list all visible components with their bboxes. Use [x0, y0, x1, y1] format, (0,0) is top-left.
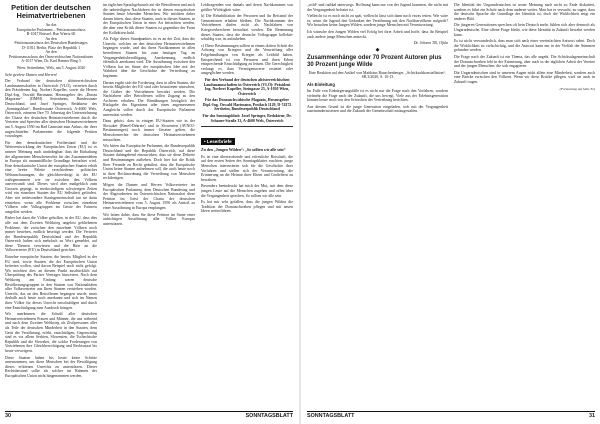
paragraph: Leidtragenden von damals und deren Nachkommen von größter Wichtigkeit wäre.	[201, 3, 293, 12]
letters-section-label: • Leserbriefe	[201, 138, 235, 145]
left-col-1	[5, 3, 97, 410]
address-to-3: An den	[45, 50, 57, 55]
paragraph: Ich wünsche den Jungen Wilden viel Erfolg bei ihrer Arbeit und hoffe, dass ihr Beispiel auch andere junge Menschen ansteckt.	[307, 29, 448, 39]
paragraph: Aus diesem Grund ist die junge Generation eingeladen, sich mit der Vergangenheit auseinanderzusetzen und die Zukunft der Gemeinschaft mitzugestalten.	[307, 104, 448, 114]
paragraph: c) Diese Bestimmungen sollten in einem dritten Schritt die Achtung von Kriegern und die Verurteilung aller Folgehandlungen von Kriegen als Leitbild haben. Entsprechend ist von Personen und ihren Erben entsprechende Entschädigung zu leisten. Die Gerechtigkeit verlangt es, dass Vermögenswerte erstattet oder ausgeglichen werden.	[201, 43, 293, 76]
paragraph: Besonders beeindruckt hat mich der Mut, mit dem diese jungen Leute auf die Menschen zugehen und offen über die Vergangenheit sprechen. So sollten wir alle sein.	[201, 184, 293, 198]
paragraph: Für den demokratischen Fortbestand und die Weiterentwicklung der Europäischen Union (EU) ist es unserer Meinung nach unabdingbar, dass die Einhaltung der allgemeinen Menschenrechte für das Zusammenleben in Europa als unumstößliche Grundlage betrachtet wird. Eine demokratische Union der europäischen Staaten erhält eine breite Palette verschiedener politischer Weltanschauungen, die gleichberechtigt in der EU wahrgenommen wie sie zwischen den Völkern ausverwandt sind. Dieses wird aber maßgeblich zum Grossen geprägt, in merkwürdigem schwierigen Zeiten wird ein einzelner Staaten der EU Selbstheit gefördert. Aber wie insbesondere Staatsgemeinschaft tun sie darin einstehen, wenn alle Probleme zwischen einzelnen Völkern oder Volksgruppen im Geiste der Fairness ausgelöst werden.	[5, 140, 97, 214]
article-title: Zusammenhänge oder 70 Prozent Autoren plus 30 Prozent junge Wilde	[307, 55, 442, 68]
paragraph: Es ist nicht verwunderlich, dass man sich nach einer vereinfachten Antwort sehnt. Doch die Wirklichkeit ist vielschichtig, und die Antwort kann nur in der Vielfalt der Stimmen gefunden werden.	[454, 39, 595, 53]
paragraph: Vielleicht ist es noch nicht zu spät, vielleicht lässt sich dann noch etwas retten. Wie wäre es, wenn die Jugend den Gedanken der Versöhnung mit den Nachbarvölkern aufgreift? Wir brauchen keine Jungen Wilden, sondern junge Menschen mit Verantwortung.	[307, 14, 448, 28]
paragraph: im täglichen Sprachgebrauch auf die Betroffenen und auch die unbeteiligten Nachfahren der in diesen europäischen Staaten heute lebenden Menschen. Wir möchten daher darum bitten, dass diese Staaten, auch in diesen Staaten, in der Europäischen Union in einer Art betrachten werden, die aber eine Kritik dieser Staaten ist gegenüber der Form der Kollektivschuld.	[103, 3, 195, 35]
petition-headline: Petition der deutschen Heimatvertriebenen	[11, 3, 91, 21]
left-col-3	[201, 3, 293, 410]
letter-signature: Dr. Johann Till, Ofala	[413, 41, 448, 46]
paragraph: Der Verband der deutschen altösterreichischen Landsmannschaften in Österreich (VLÖ), vertreten durch den Präsidenten Ing. Norbert Kapeller, sowie die Herren Dipl.-Ing. Oswald Hartmann, Herausgeber des „Donau Magazins“ (DMM) Seitenheim, Bundesstaate Deutschland, und Josef Springer, Redakteur des „Sonntagsblatt“, Bundesstaate Österreich, A-4600 Wels, Österreich, erinnern Ihre 70. Jahrestag der Unterzeichnung der Charta der deutschen Heimatvertriebenen durch die Vertreter und Sprecher aller deutschen Heimatvertriebenen am 5. August 1950 im Bad Cannstatt zum Anlass, der ihrer ungeschüttelen Parlamenten die folgende Petition vorzulegen.	[5, 79, 97, 139]
right-col-2	[454, 3, 595, 410]
publication-name: SONNTAGSBLATT	[307, 413, 355, 419]
left-page	[0, 0, 298, 424]
right-page-columns	[307, 3, 595, 410]
divider	[201, 126, 293, 127]
right-page	[302, 0, 600, 424]
letter-title: Zu den „Jungen Wilden“: „So sollten wir alle sein“	[201, 148, 286, 153]
paragraph: Diese Staaten haben bis heute keine Schritte unternommen, um diese Menschen bei der Bewältigung dieses erlittenen Unrechts zu unterstützen. Dieser Rechtsbestand sollte als solcher im Rahmen der Europäischen Union nicht hingenommen werden.	[5, 355, 97, 378]
page-gutter	[299, 0, 301, 424]
paragraph: Die Identität der Ungarndeutschen ist neuer Meinung nach nicht zu Ende diskutiert, sondern es führt ein Schritt nach dem anderen weiter. Man hat es versucht, zu sagen, dass die deutsche Sprache die Grundlage der Identität ist, doch die Wirklichkeit zeigt ein anderes Bild.	[454, 3, 595, 21]
paragraph: Es ist eine überraschende und erfreuliche Botschaft, die auf den ersten Seiten des Sonntagsblattes erschien: junge Menschen interessieren sich für die Geschichte ihrer Vorfahren und stellen sich der Verantwortung, die Erinnerung an die Heimat ihrer Eltern und Großeltern zu bewahren.	[201, 154, 293, 182]
right-page-footer	[307, 411, 595, 422]
page-number: 31	[589, 413, 595, 419]
paragraph: Daraus ergibt sich die Forderung, dass in allen Staaten, die bereits Mitglieder der EU sind oder beizutreten wünschen, die Gräber der Vertriebenen bewahrt werden. Die Nachfahren aller Betroffenen sollen Zugang zu den Archiven erhalten. Die Bemühungen bezüglich der Rückgabe des Eigentums oder eines angemessenen Ausgleichs sollen durch das Europäische Parlament unterstützt werden.	[103, 80, 195, 117]
left-col-2	[103, 3, 195, 410]
paragraph: b) Die Rehabilitation der Personen und ihr Beistand der Generationen erhalten bleiben. Die Nachkommen der Vertriebenen dürfen nicht als Nachfahren von Kriegsverbrechern betrachtet werden. Die Benennung dieses Staates, dass die deutsche Volksgruppe kollektiv schuldig war, ist aufzuheben.	[201, 14, 293, 42]
address-recipient-3: Petitionsausschuss des Österreichischen Nationalrates	[9, 54, 93, 59]
paragraph: „wild“ und radikal unterwegs. Hoffnung kann nur von der Jugend kommen, die nicht mit der Vergangenheit belastet ist.	[307, 3, 448, 12]
paragraph: Wir bitten das Europäische Parlament, die Bundesrepublik Deutschland und die Republik Österreich, auf diese Staaten dahingehend einzuwirken, dass sie diese Dekrete und Bestimmungen aufheben. Doch hier hat die Kritik Ihrer Freunde zu Recht geäußert, dass die Europäische Union keine Staaten aufnehmen soll, die auch heute noch in ihrer Rechtsordnung die Vertreibung von Menschen rechtfertigen.	[103, 144, 195, 181]
signatory-sonntagsblatt: Für das Sonntagsblatt: Josef Springer, Redakteur, Dr. Schauer-Straße 33, A-4600 Wels, Österreich	[202, 114, 292, 123]
address-to-1: An das	[45, 23, 57, 28]
article-intro-label: Als Einleitung	[307, 81, 335, 87]
article-subtitle: Eine Reaktion auf den Artikel von Matthäus Rauschenberger, „Schicksalskonstellation“, SB 3/2020, S. 10-13	[308, 70, 447, 80]
paragraph: Dazu gehört, dass in einigen EU-Staaten wie in der Slowakei (Beneš-Dekrete) und in Slowenien (AVNOJ-Bestimmungen) noch immer Gesetze gelten, die Menschenrechte der deutschen Heimatvertriebenen missachten.	[103, 119, 195, 142]
paragraph: Einzelne europäische Staaten, die bereits Mitglied in der EU sind, sowie Staaten, die der Europäischen Union beitreten wollen, sind davon Beispiel noch nicht gefolgt. Wir möchten dies an diesem Punkt ausdrücklich auf Überprüfung des Pariser Vertrages hinweisen. Nach dem Weltkrieg am Einfang waren deutsche Bevölkerungsgruppen in den Staaten von Nationalitäten aller Volksvertreter aus Ihren Staaten vertrieben worden. Unrecht, das an den Betroffenen begangen wurde, muss deshalb auch heute noch anerkannt und sich im Namen ihrer Völker für dieses Unrecht entschuldigen und durch eine Entschädigung zum Ausdruck bringen.	[5, 255, 97, 310]
address-recipient-3-addr: A-1017 Wien, Dr. Karl Renner Ring 3	[21, 59, 81, 64]
paragraph: Bisher hat dazu die Völker geholfen, in der EU, dass dies alle aus dem Zweiten Weltkrieg ungelöst gebliebenen Probleme, die zwischen den einzelnen Völkern noch immer bestehen, endlich beseitigt werden. Die Vertreter der Bundesrepublik Deutschland und der Republik Österreich haben sich mehrfach zu Wort gemeldet, auf diese Themen verwiesen und die Bitte an die Volksvertreter (EU) in Deutschland gerichtet.	[5, 216, 97, 253]
paragraph: Es hat mir sehr gefallen, dass die jungen Wilden die Tradition der Donauschwaben pflegen und mit neuen Ideen weiterführen.	[201, 200, 293, 214]
address-to-2: An den	[45, 36, 57, 41]
diamond-separator-icon: ◆	[375, 48, 380, 54]
paragraph: Die Ungarndeutschen sind in unserem Augen nicht allein eine Minderheit, sondern auch eine Brücke zwischen den Völkern. Wenn wir diese Brücke pflegen, wird sie auch in Zukunft tragen.	[454, 70, 595, 84]
paragraph: Als Folge dieses Standpunktes ist es an der Zeit, dass die Unrecht, welches an den deutschen Heimatvertriebenen begangen wurde, und das ihren Nachkommen in allen betroffenen Staaten bis zum heutigen Tag an Vergangenheitsbewältigung, Anerkennung, endlich öffentlich anerkannt wird. Die Aussöhnung zwischen den Völkern hat im Sinne der europäischen Idee mit der Wahrheit über die Geschichte der Vertreibung zu beginnen.	[103, 37, 195, 78]
paragraph: Die Frage nach der Zukunft ist ein Thema, das alle angeht. Die Schicksalsgemeinschaft der Donauschwaben lebt in der Erinnerung, aber auch in der täglichen Arbeit der Vereine und der jungen Menschen, die sich engagieren.	[454, 54, 595, 69]
left-page-footer	[5, 411, 293, 422]
page-number: 30	[5, 413, 11, 419]
paragraph: Wir bitten daher, dass Sie diese Petition im Sinne einer aufrichtigen Aussöhnung aller Völker Europas unterstützen.	[103, 212, 195, 226]
signatory-dmm: Für das Donauschwäbische Magazin, Herausgeber Dipl.-Ing. Oswald Hartmann, Postfach 1129, D-74372 Sersheim, Bundesrepublik Deutschland	[202, 98, 292, 112]
continued-note: (Fortsetzung auf Seite 32)	[559, 86, 595, 91]
address-recipient-2-addr: D-11011 Berlin, Platz der Republik 1	[21, 45, 81, 50]
signatory-vloe: Für den Verband der deutschen altösterreichischen Landsmannschaften in Österreich (VLÖ): Präsident Ing. Norbert Kapeller, Steingasse 25, A-1030 Wien, Österreich	[203, 77, 291, 96]
paragraph: Mögen die Damen und Herren Volksvertreter im Europäischen Parlament, dem Deutschen Bundestag und der Abgeordneten im Österreichischen Nationalrat diese Petition im Geist der Charta der deutschen Heimatvertriebenen vom 5. August 1950 als Anstoß zu einer Aussöhnung in Europa empfangen.	[103, 182, 195, 210]
paragraph: Wir anerkennen die Schuld aller deutschen Heimatvertriebenen Frauen und Männer, die uns während und nach dem Zweiten Weltkrieg als Zivilpersonen aller als Teile der deutschen Minderheit in den Staaten, dem Geist der Versöhnung, erlebt, entschädigen. Gegenwärtig sind es vor allem Serbien, Slowenien, die Tschechische Republik und die Slowakei, die solche Forderungen von Vertriebenen ihre Gleichberechtigung und Rechtsstaat bis heute verweigern.	[5, 312, 97, 353]
right-col-1	[307, 3, 448, 410]
address-block	[5, 23, 97, 64]
paragraph: Die jüngeren Generationen sprechen oft kein Deutsch mehr, fühlen sich aber dennoch als Ungarndeutsche. Eine offene Frage bleibt, wie diese Identität in Zukunft bewahrt werden kann.	[454, 23, 595, 37]
left-page-columns	[5, 3, 293, 410]
paragraph: Im Falle von Einbürgerungsfälle ist es nicht nur die Frage nach den Vorfahren, sondern vielmehr die Frage nach der Zukunft, die uns bewegt. Viele aus der Erlebnisgeneration können heute noch von den Schrecken der Vertreibung berichten.	[307, 88, 448, 103]
address-recipient-1-addr: B-1047 Brüssel, Rue Wiertz 60	[26, 32, 76, 37]
publication-name: SONNTAGSBLATT	[245, 413, 293, 419]
salutation: Sehr geehrte Damen und Herren!	[5, 72, 58, 77]
address-recipient-1: Europäische Parlament – Petitionsausschuss	[16, 27, 86, 32]
dateline: Wien, Seitenheim, Wels, am 5. August 2020	[16, 65, 86, 70]
address-recipient-2: Petitionsausschuss des Deutschen Bundestages	[14, 41, 88, 46]
